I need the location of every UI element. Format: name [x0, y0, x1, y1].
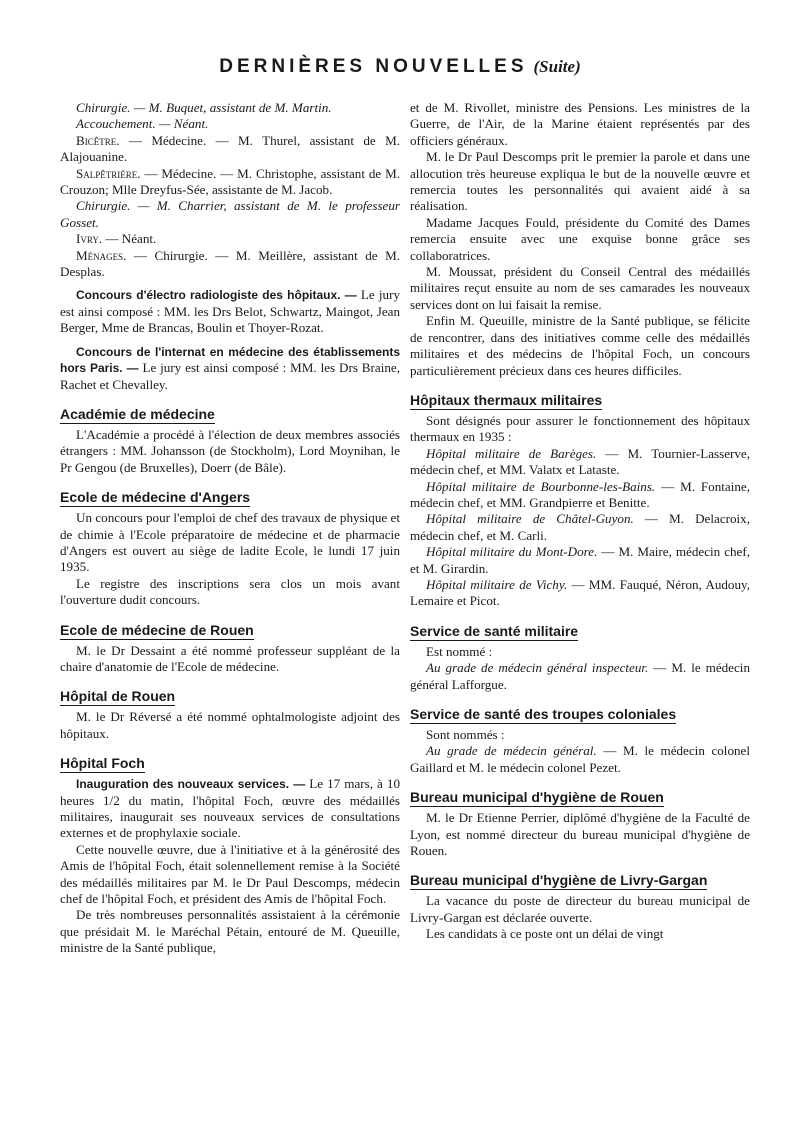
hospital-name: Hôpital militaire de Bourbonne-les-Bains. [426, 478, 656, 494]
hospital-name: Ménages. [76, 247, 127, 263]
section-body: La vacance du poste de directeur du bureau municipal de Livry-Gargan est déclarée ouverte. [410, 893, 750, 925]
section-body: Au grade de médecin général inspecteur. — M. le médecin général Lafforgue. [410, 660, 750, 692]
section-body: M. le Dr Dessaint a été nommé professeur suppléant de la chaire d'anatomie de l'Ecole de médecine. [60, 642, 400, 674]
section-body [60, 776, 400, 842]
section-body: M. le Dr Réversé a été nommé ophtalmologiste adjoint des hôpitaux. [60, 709, 400, 741]
left-column [60, 100, 400, 957]
entry-text: — M. Delacroix, médecin chef, et M. Carli. [410, 511, 750, 543]
entry-ivry [60, 231, 400, 247]
section-heading: Hôpital de Rouen [60, 688, 176, 705]
section-heading: Ecole de médecine d'Angers [60, 489, 251, 506]
section-heading: Hôpital Foch [60, 755, 145, 772]
section-body: M. le Dr Etienne Perrier, diplômé d'hygiène de la Faculté de Lyon, est nommé directeur du bureau municipal d'hygiène de Rouen. [410, 810, 750, 859]
hospital-name: Bicêtre. [76, 132, 120, 148]
entry-chirurgie-2: Chirurgie. — M. Charrier, assistant de M. le professeur Gosset. [60, 198, 400, 230]
hospital-name: Hôpital militaire de Vichy. [426, 576, 568, 592]
section-heading: Ecole de médecine de Rouen [60, 621, 254, 638]
section-body: Sont nommés : [426, 727, 505, 742]
section-heading: Bureau municipal d'hygiène de Rouen [410, 789, 664, 806]
section-body: De très nombreuses personnalités assistaient à la cérémonie que présidait M. le Maréchal Pétain, entouré de M. Queuille, ministre de la Santé publique, [60, 907, 400, 956]
page-header [0, 56, 800, 78]
hospital-name: Hôpital militaire de Barèges. [426, 445, 597, 461]
section-body: Le registre des inscriptions sera clos un mois avant l'ouverture dudit concours. [60, 575, 400, 608]
inauguration-lead: Inauguration des nouveaux services. — [76, 777, 306, 792]
hospital-entry [410, 511, 750, 544]
entry-accouchement: Accouchement. — Néant. [76, 116, 209, 132]
entry-bicetre [60, 133, 400, 166]
section-heading: Service de santé des troupes coloniales [410, 706, 677, 722]
section-body: Enfin M. Queuille, ministre de la Santé publique, se félicite de rencontrer, dans des initiatives comme celle des médaillés militaires et des médecins de l'hôpital Foch, un concours particulièrement précieux dans ces heures difficiles. [410, 313, 750, 378]
section-body: Cette nouvelle œuvre, due à l'initiative et à la générosité des Amis de l'hôpital Foch, était solennellement remise à la Société des médaillés militaires par M. le Dr Paul Descomps, médecin chef de l'hôpital Foch, et président des Amis de l'hôpital Foch. [60, 841, 400, 907]
entry-text: — Médecine. — M. Christophe, assistant de M. Crouzon; Mlle Dreyfus-Sée, assistante de M. Jacob. [60, 165, 400, 198]
section-body: Un concours pour l'emploi de chef des travaux de physique et de chimie à l'Ecole préparatoire de médecine et de pharmacie d'Angers est ouvert au siège de ladite Ecole, le lundi 17 juin 1935. [60, 510, 400, 575]
section-heading: Hôpitaux thermaux militaires [410, 391, 603, 408]
section-body: Est nommé : [426, 643, 493, 659]
section-heading: Service de santé militaire [410, 622, 579, 639]
hospital-entry [410, 446, 750, 479]
section-body: et de M. Rivollet, ministre des Pensions. Les ministres de la Guerre, de l'Air, de la Marine étaient représentés par des officiers généraux. [410, 100, 750, 148]
section-body: Les candidats à ce poste ont un délai de vingt [426, 926, 664, 942]
entry-text: — Médecine. — M. Thurel, assistant de M. Alajouanine. [60, 132, 400, 165]
hospital-entry [410, 479, 750, 512]
entry-text: — Néant. [102, 231, 157, 247]
section-body: Madame Jacques Fould, présidente du Comité des Dames remercia ensuite avec une exquise bonne grâce ses collaboratrices. [410, 214, 750, 263]
entry-text: — M. Fontaine, médecin chef, et MM. Grandpierre et Benitte. [410, 478, 750, 510]
hospital-entry [410, 544, 750, 577]
concours-text: Le jury est ainsi composé : MM. les Drs Belot, Schwartz, Maingot, Jean Berger, Mme de Brancas, Boulin et Thoyer-Rozat. [60, 287, 401, 336]
section-heading: Bureau municipal d'hygiène de Livry-Gargan [410, 872, 708, 889]
hospital-name: Ivry. [76, 231, 103, 247]
right-column [410, 100, 750, 943]
entry-salpetriere [60, 166, 400, 199]
section-body: Au grade de médecin général. — M. le médecin colonel Gaillard et M. le médecin colonel Pezet. [410, 743, 750, 775]
hospital-name: Salpêtrière. [76, 165, 141, 181]
concours-electro [60, 287, 400, 336]
section-body: M. Moussat, président du Conseil Central des médaillés militaires reçut ensuite au nom de ses camarades les nouveaux services dont on lui faisait la remise. [410, 264, 750, 312]
entry-text: — MM. Fauqué, Néron, Audouy, Lemaire et Picot. [410, 576, 750, 609]
section-body: L'Académie a procédé à l'élection de deux membres associés étrangers : MM. Johansson (de Stockholm), Lord Moynihan, le Pr Gengou (de Bruxelles), Doerr (de Bâle). [60, 426, 400, 475]
concours-internat [60, 344, 400, 393]
hospital-name: Hôpital militaire du Mont-Dore. [426, 544, 598, 560]
page-title-suite: (Suite) [533, 57, 581, 76]
entry-menages [60, 248, 400, 281]
section-body: Sont désignés pour assurer le fonctionnement des hôpitaux thermaux en 1935 : [410, 412, 750, 445]
entry-text: — M. Maire, médecin chef, et M. Girardin. [410, 544, 750, 576]
entry-chirurgie-1: Chirurgie. — M. Buquet, assistant de M. Martin. [76, 100, 332, 115]
inauguration-text: Le 17 mars, à 10 heures 1/2 du matin, l'hôpital Foch, œuvre des médaillés militaires, inaugurait ses nouveaux services de consultations externes et de prophylaxie sociale. [60, 776, 401, 841]
concours-text: Le jury est ainsi composé : MM. les Drs Braine, Rachet et Chevalley. [60, 360, 400, 392]
entry-text: — Chirurgie. — M. Meillère, assistant de M. Desplas. [60, 247, 400, 280]
concours-lead: Concours d'électro radiologiste des hôpitaux. — [76, 288, 357, 303]
section-heading: Académie de médecine [60, 405, 215, 422]
hospital-name: Hôpital militaire de Châtel-Guyon. [426, 511, 634, 527]
section-body: M. le Dr Paul Descomps prit le premier la parole et dans une allocution très heureuse expliqua le but de la nouvelle œuvre et remercia toutes les personnalités qui avaient aidé à sa réalisation. [410, 149, 750, 214]
hospital-entry [410, 577, 750, 610]
entry-text: — M. Tournier-Lasserve, médecin chef, et MM. Valatx et Lataste. [410, 445, 750, 478]
page-title: DERNIÈRES NOUVELLES [219, 56, 528, 77]
concours-lead: Concours de l'internat en médecine des établissements hors Paris. — [60, 344, 400, 376]
